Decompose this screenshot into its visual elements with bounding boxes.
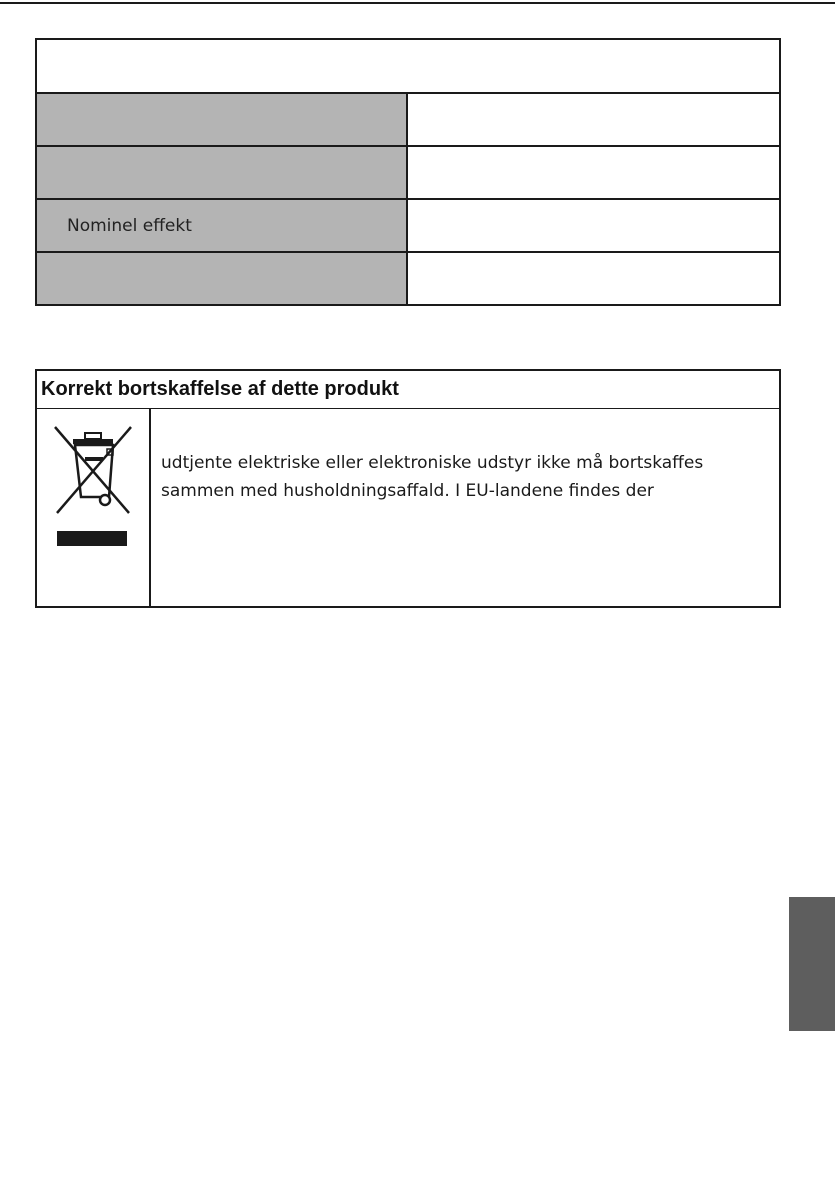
- spec-row-value: [410, 200, 779, 251]
- disposal-notice: [35, 369, 781, 608]
- spec-table-header: [37, 40, 779, 94]
- spec-row: [37, 253, 779, 304]
- spec-row-label: [37, 147, 408, 198]
- spec-row-value: [410, 147, 779, 198]
- top-rule: [0, 0, 835, 6]
- disposal-icon-cell: [37, 409, 151, 606]
- spec-row: [37, 147, 779, 200]
- spec-row-label: Nominel effekt: [37, 200, 408, 251]
- crossed-out-wheelie-bin-icon: [47, 421, 139, 551]
- spec-row-value: [410, 253, 779, 304]
- disposal-text-line: udtjente elektriske eller elektroniske udstyr ikke må bortskaffes: [161, 453, 704, 473]
- disposal-text: [161, 449, 765, 505]
- spec-row-value: [410, 94, 779, 145]
- spec-row-label: [37, 94, 408, 145]
- specification-table: [35, 38, 781, 306]
- disposal-text-line: sammen med husholdningsaffald. I EU-landene findes der: [161, 481, 654, 501]
- disposal-title: Korrekt bortskaffelse af dette produkt: [37, 371, 779, 409]
- spec-row-label: [37, 253, 408, 304]
- language-side-tab: [789, 897, 835, 1031]
- spec-row: [37, 200, 779, 253]
- spec-row: [37, 94, 779, 147]
